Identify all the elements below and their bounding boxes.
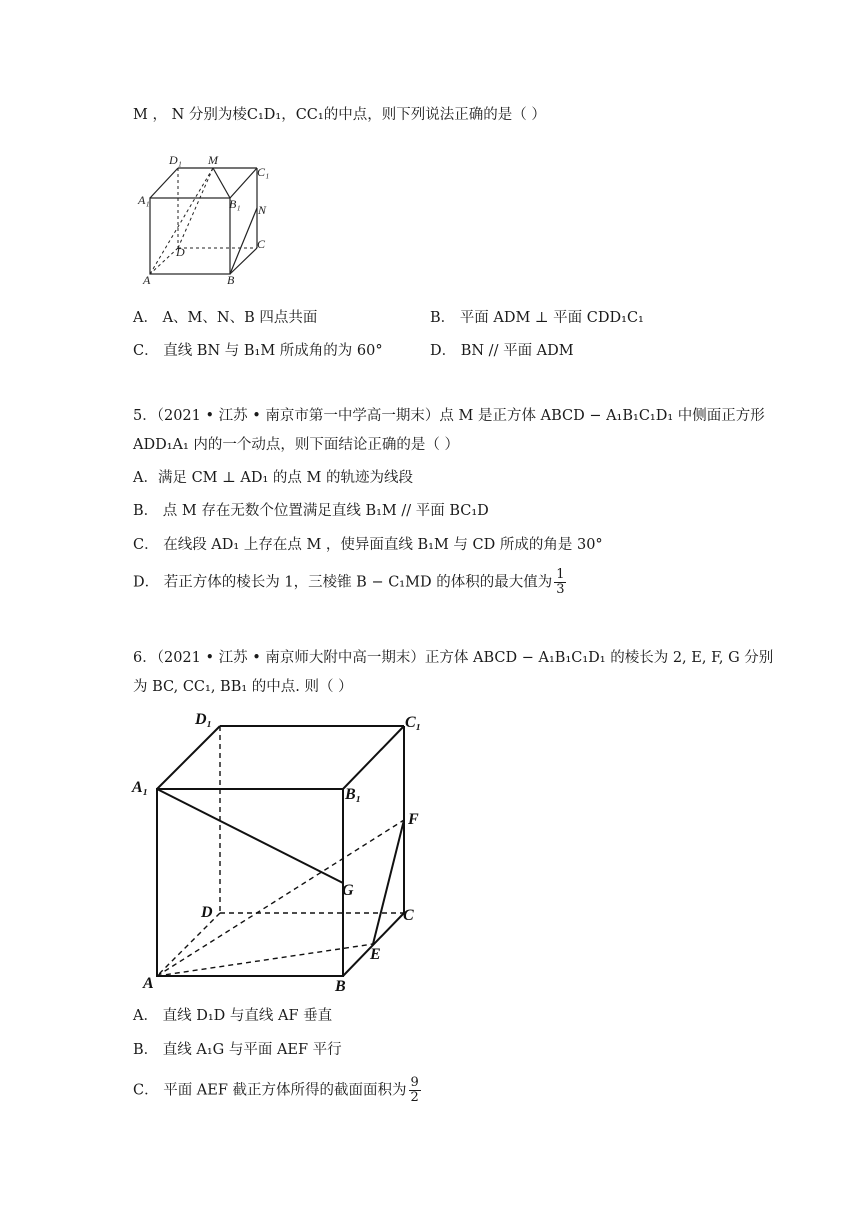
q6-option-a: A． 直线 D₁D 与直线 AF 垂直 [133,1008,333,1024]
q5-option-c: C． 在线段 AD₁ 上存在点 M ，使异面直线 B₁M 与 CD 所成的角是 30° [133,537,603,553]
q6-label-g: G [342,882,354,899]
q5-option-a: A．满足 CM ⊥ AD₁ 的点 M 的轨迹为线段 [133,470,413,486]
q4-option-a: A． A、M、N、B 四点共面 [133,310,318,326]
q4-label-m: M [208,153,218,167]
q6-option-c-fraction [409,1076,421,1105]
q6-label-a: A [143,975,154,992]
q4-label-b: B [227,273,235,287]
q5-option-b: B． 点 M 存在无数个位置满足直线 B₁M // 平面 BC₁D [133,503,489,519]
q6-stem-line1: 6．（2021 • 江苏 • 南京师大附中高一期末）正方体 ABCD − A₁B₁C₁D₁ 的棱长为 2, E, F, G 分别 [133,650,774,666]
q6-label-d: D [201,904,213,921]
q5-option-d-text: D． 若正方体的棱长为 1，三棱锥 B − C₁MD 的体积的最大值为 [133,574,553,591]
q6-label-a1: A₁ [132,779,149,796]
q4-label-b1: B₁ [229,197,241,211]
q4-label-d1: D₁ [169,153,182,167]
q6-label-d1: D₁ [195,711,213,728]
q5-stem-line1: 5．（2021 • 江苏 • 南京市第一中学高一期末）点 M 是正方体 ABCD − A₁B₁C₁D₁ 中侧面正方形 [133,408,765,424]
fraction-numerator: 1 [556,567,565,582]
q4-label-n: N [258,203,267,217]
q6-option-c-text: C． 平面 AEF 截正方体所得的截面面积为 [133,1082,407,1099]
q6-label-c: C [403,907,414,924]
q4-cube-figure [135,148,280,288]
q6-label-b1: B₁ [345,786,362,803]
q6-label-c1: C₁ [405,714,422,731]
fraction-denominator: 3 [556,582,565,597]
fraction-numerator: 9 [410,1075,419,1090]
q4-label-c: C [257,237,266,251]
q4-option-c: C． 直线 BN 与 B₁M 所成角的为 60° [133,343,383,359]
q4-label-d: D [176,245,185,259]
q6-stem-line2: 为 BC, CC₁, BB₁ 的中点. 则（ ） [133,679,353,695]
q4-label-a: A [143,273,151,287]
q5-option-d [133,568,566,597]
q5-option-d-fraction [554,568,566,597]
q4-stem: M ， N 分别为棱C₁D₁，CC₁的中点，则下列说法正确的是（ ） [133,107,546,123]
q4-label-c1: C₁ [257,165,270,179]
q4-option-d: D． BN // 平面 ADM [430,343,574,359]
q5-stem-line2: ADD₁A₁ 内的一个动点，则下面结论正确的是（ ） [133,437,460,453]
q6-option-c [133,1076,421,1105]
fraction-denominator: 2 [410,1090,419,1105]
q6-option-b: B． 直线 A₁G 与平面 AEF 平行 [133,1042,342,1058]
q6-label-b: B [335,978,346,995]
q4-label-a1: A₁ [138,193,150,207]
q6-cube-figure [125,705,435,1000]
q6-label-e: E [370,946,381,963]
q6-label-f: F [408,811,419,828]
q4-option-b: B． 平面 ADM ⊥ 平面 CDD₁C₁ [430,310,644,326]
